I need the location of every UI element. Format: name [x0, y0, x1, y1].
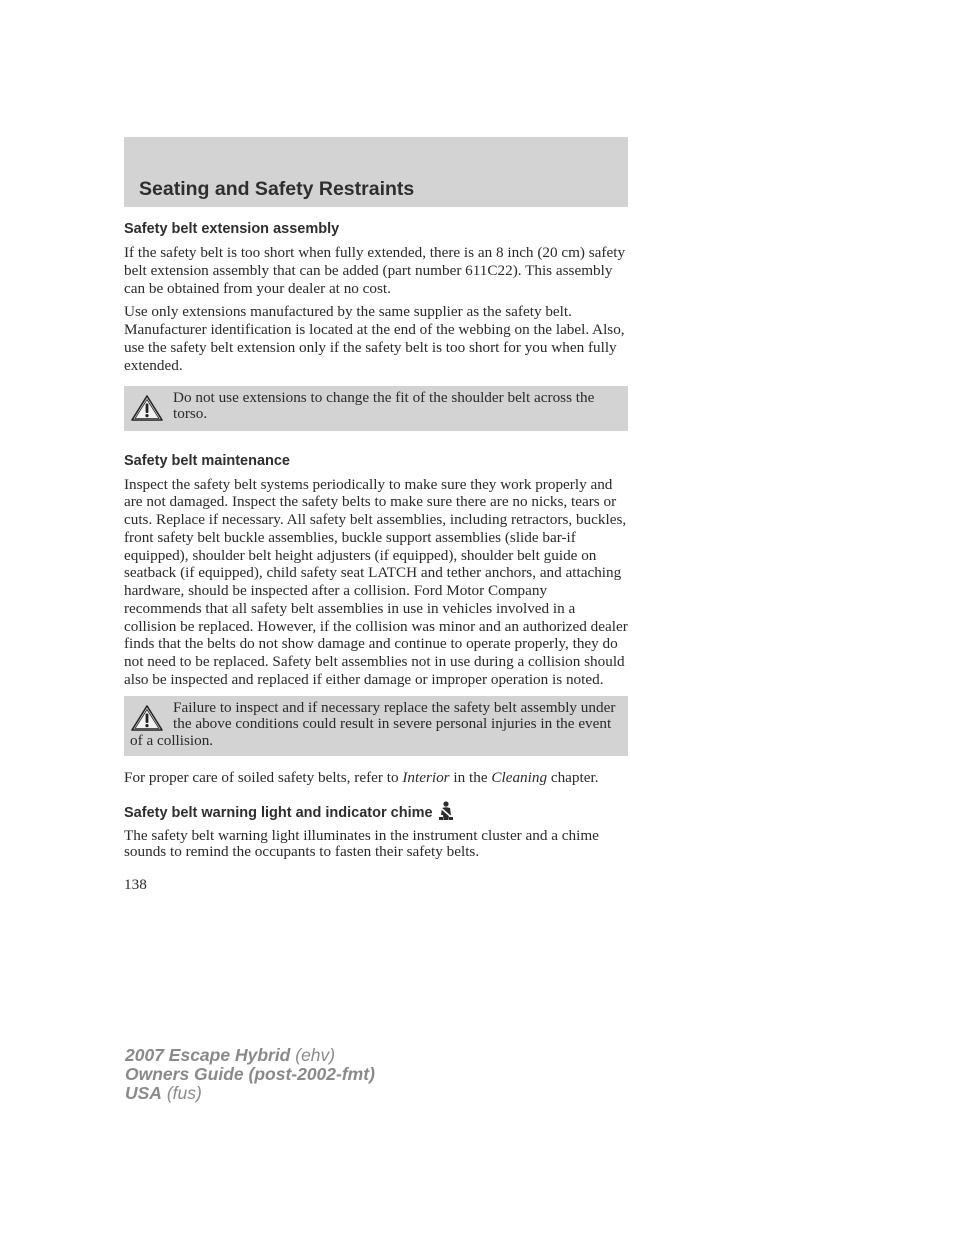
extension-warning-text: Do not use extensions to change the fit of the shoulder belt across the torso. [173, 388, 595, 423]
footer-model-code: (ehv) [290, 1045, 336, 1065]
footer-line-1 [125, 1046, 375, 1065]
maintenance-heading: Safety belt maintenance [124, 452, 290, 469]
care-reference-interior: Interior [402, 769, 450, 787]
care-text-prefix: For proper care of soiled safety belts, refer to [124, 769, 403, 787]
section-header [124, 137, 628, 207]
footer-market: USA [125, 1083, 162, 1103]
care-paragraph [124, 769, 628, 787]
care-text-suffix: chapter. [547, 769, 599, 787]
chime-heading-text: Safety belt warning light and indicator chime [124, 804, 433, 821]
footer-line-2 [125, 1065, 375, 1084]
chime-paragraph-1: The safety belt warning light illuminates in the instrument cluster and a chime sounds to remind the occupants to fasten their safety belts. [124, 826, 599, 861]
document-footer [125, 1046, 375, 1103]
page-number: 138 [124, 875, 147, 893]
seatbelt-icon [437, 801, 455, 821]
footer-guide: Owners Guide (post-2002-fmt) [125, 1064, 375, 1084]
footer-model: 2007 Escape Hybrid [125, 1045, 291, 1065]
extension-warning-box [124, 386, 628, 431]
manual-page [124, 137, 628, 894]
extension-heading: Safety belt extension assembly [124, 221, 340, 237]
maintenance-paragraph-1: Inspect the safety belt systems periodically to make sure they work properly and are not damaged. Inspect the safety belts to make sure there are no nicks, tears or cuts. Replace if necessary. All safety belt assemblies, including retractors, buckles, front safety belt buckle assemblies, buckle support assemblies (slide bar-if equipped), shoulder belt height adjusters (if equipped), shoulder belt guide on seatback (if equipped), child safety seat LATCH and tether anchors, and attaching hardware, should be inspected after a collision. Ford Motor Company recommends that all safety belt assemblies in use in vehicles involved in a collision be replaced. However, if the collision was minor and an authorized dealer finds that the belts do not show damage and continue to operate properly, they do not need to be replaced. Safety belt assemblies not in use during a collision should also be inspected and replaced if either damage or improper operation is noted. [124, 475, 628, 688]
warning-triangle-icon [130, 704, 164, 732]
care-reference-cleaning: Cleaning [491, 769, 548, 787]
warning-triangle-icon [130, 394, 164, 422]
section-title: Seating and Safety Restraints [139, 178, 415, 200]
maintenance-warning-text: Failure to inspect and if necessary replace the safety belt assembly under the above conditions could result in severe personal injuries in the event of a collision. [130, 698, 616, 749]
extension-paragraph-2: Use only extensions manufactured by the same supplier as the safety belt. Manufacturer identification is located at the end of the webbing on the label. Also, use the safety belt extension only if the safety belt is too short for you when fully extended. [124, 303, 625, 374]
footer-market-code: (fus) [161, 1083, 202, 1103]
care-text-mid: in the [449, 769, 492, 787]
extension-paragraph-1: If the safety belt is too short when fully extended, there is an 8 inch (20 cm) safety belt extension assembly that can be added (part number 611C22). This assembly can be obtained from your dealer at no cost. [124, 244, 626, 297]
footer-line-3 [125, 1084, 375, 1103]
maintenance-warning-box [124, 696, 628, 757]
chime-heading [124, 801, 628, 822]
